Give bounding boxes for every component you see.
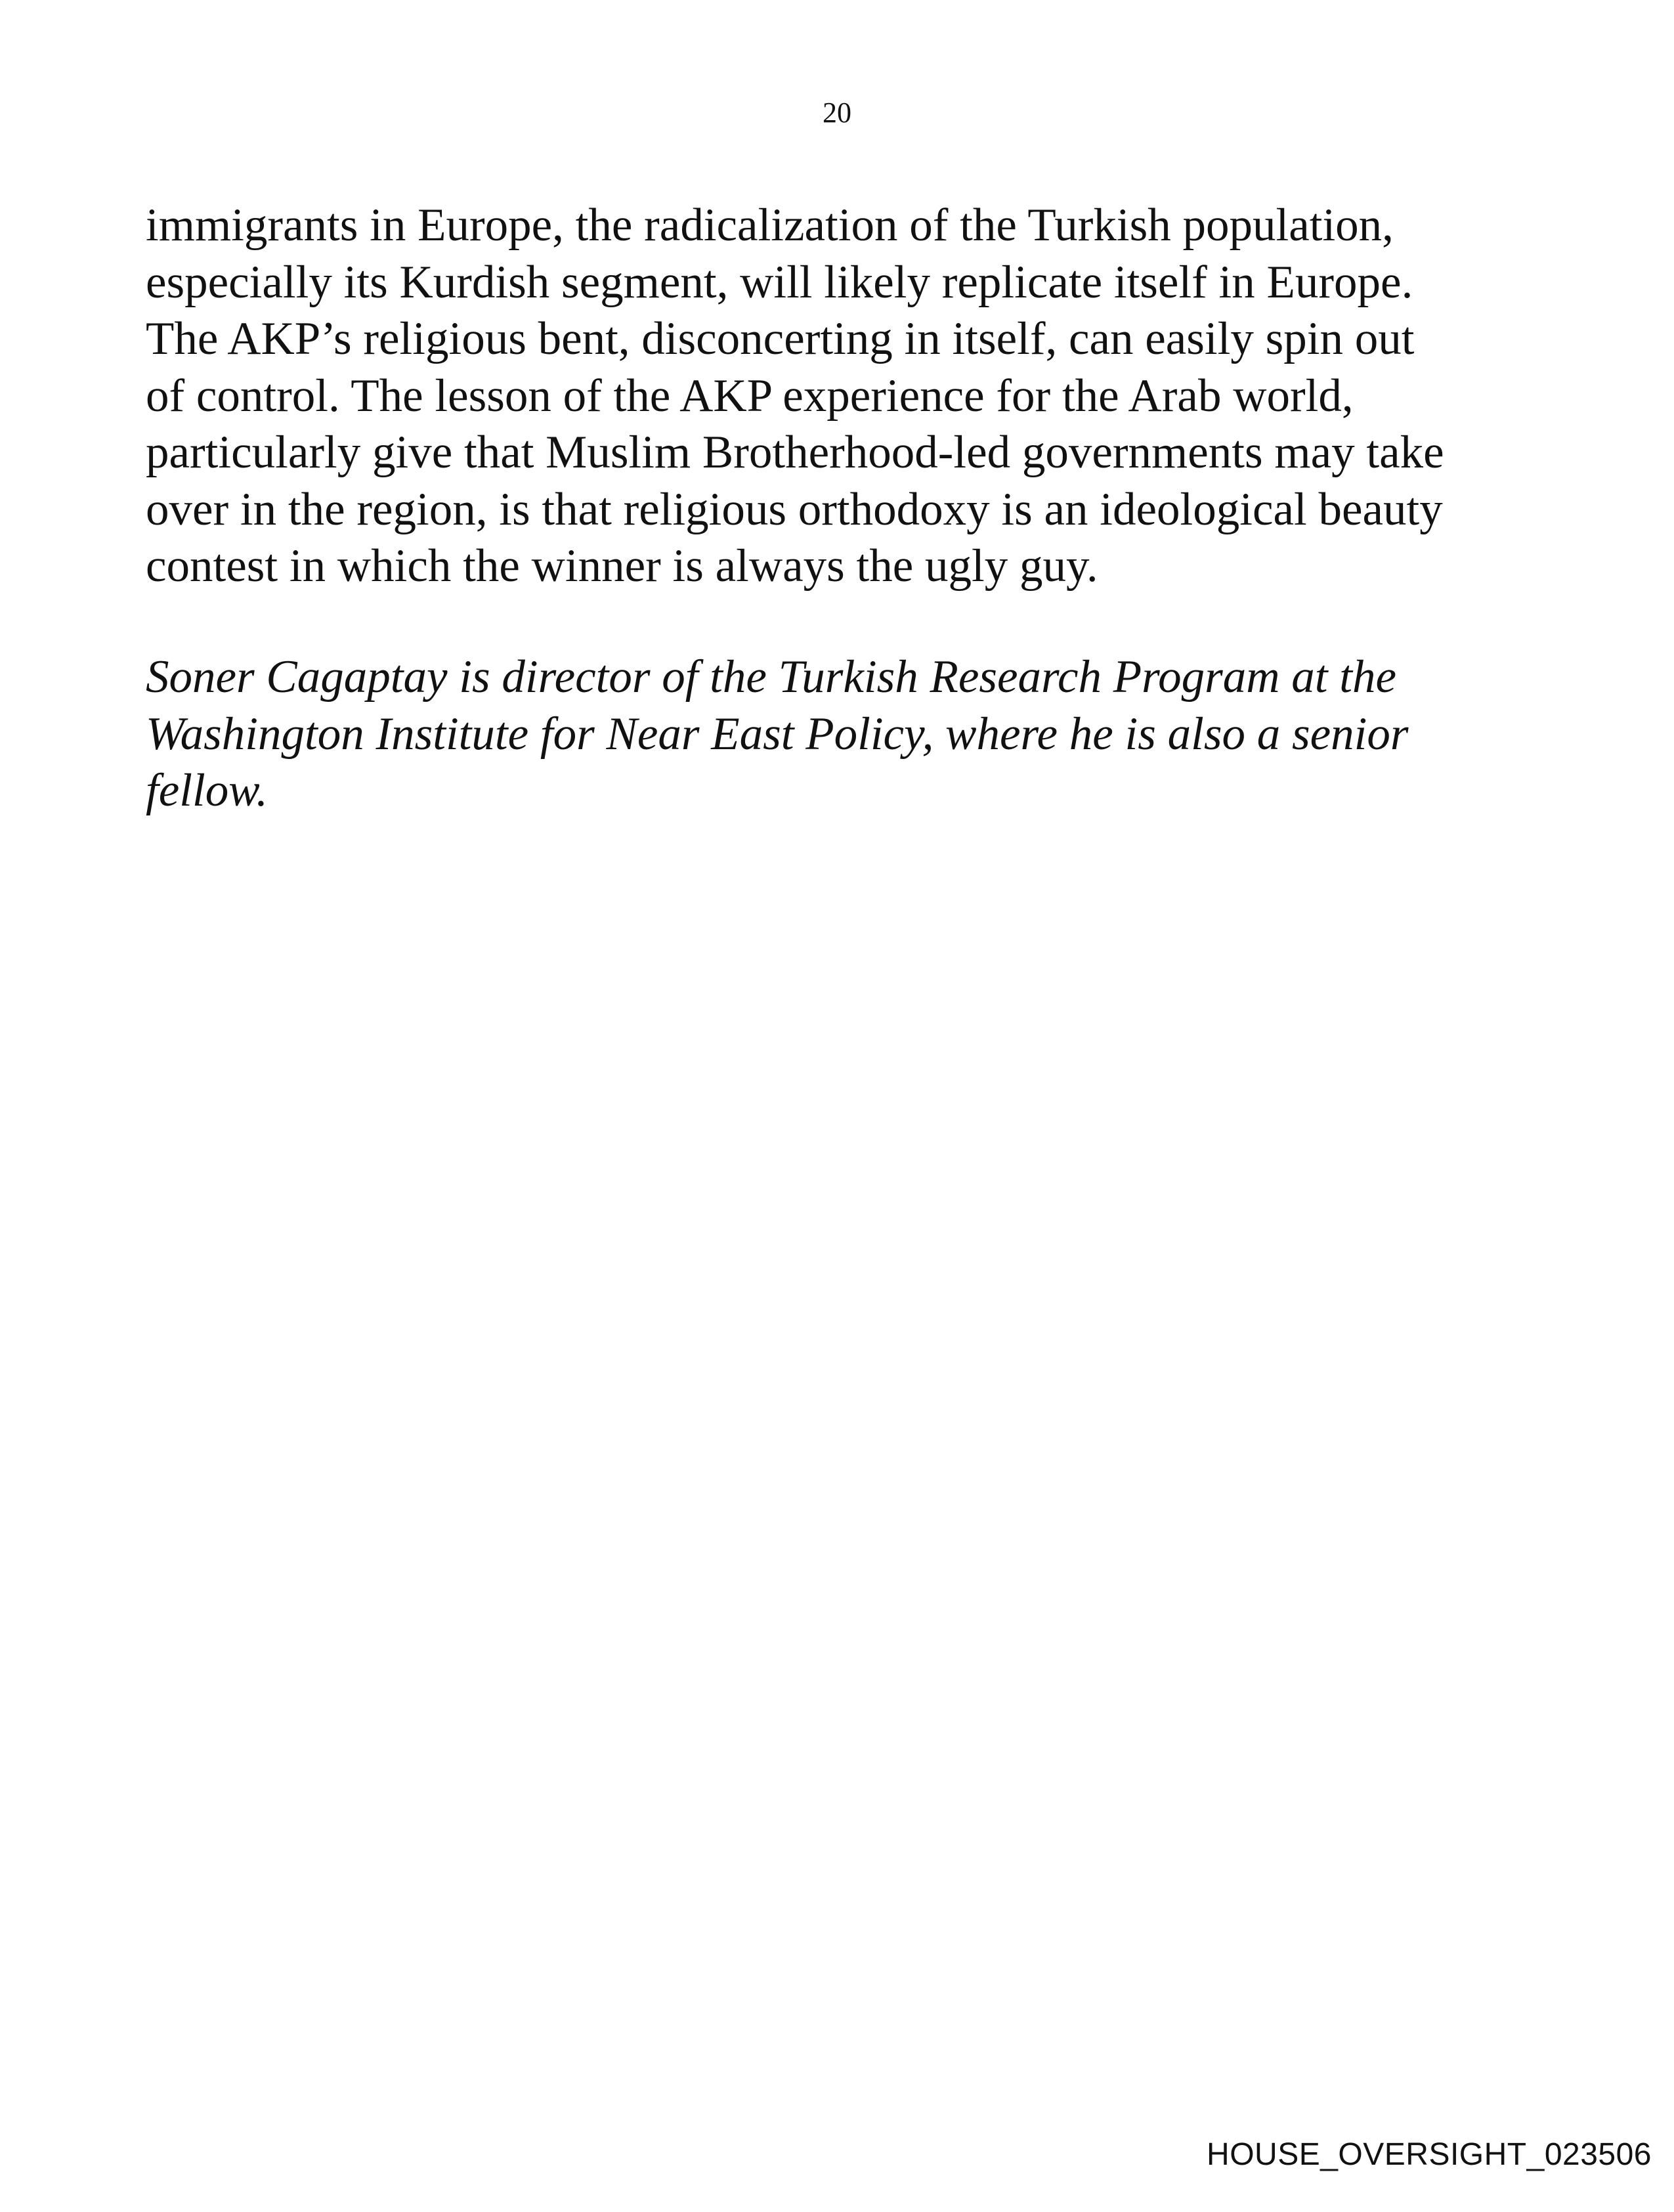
article-line: immigrants in Europe, the radicalization of the Turkish population, <box>146 200 1394 251</box>
article-line: particularly give that Muslim Brotherhood-led governments may take <box>146 427 1444 478</box>
author-bio-line: Washington Institute for Near East Policy, where he is also a senior <box>146 708 1409 760</box>
bates-number: HOUSE_OVERSIGHT_023506 <box>1207 2137 1652 2172</box>
article-line: The AKP’s religious bent, disconcerting in itself, can easily spin out <box>146 313 1415 364</box>
article-line: especially its Kurdish segment, will likely replicate itself in Europe. <box>146 256 1413 308</box>
article-line: of control. The lesson of the AKP experience for the Arab world, <box>146 370 1354 422</box>
article-paragraph <box>146 197 1557 595</box>
article-line: over in the region, is that religious orthodoxy is an ideological beauty <box>146 483 1443 535</box>
author-bio-line: Soner Cagaptay is director of the Turkish Research Program at the <box>146 651 1397 703</box>
article-line: contest in which the winner is always the ugly guy. <box>146 540 1098 592</box>
author-bio <box>146 649 1557 819</box>
author-bio-line: fellow. <box>146 765 268 816</box>
page-number: 20 <box>823 97 851 129</box>
